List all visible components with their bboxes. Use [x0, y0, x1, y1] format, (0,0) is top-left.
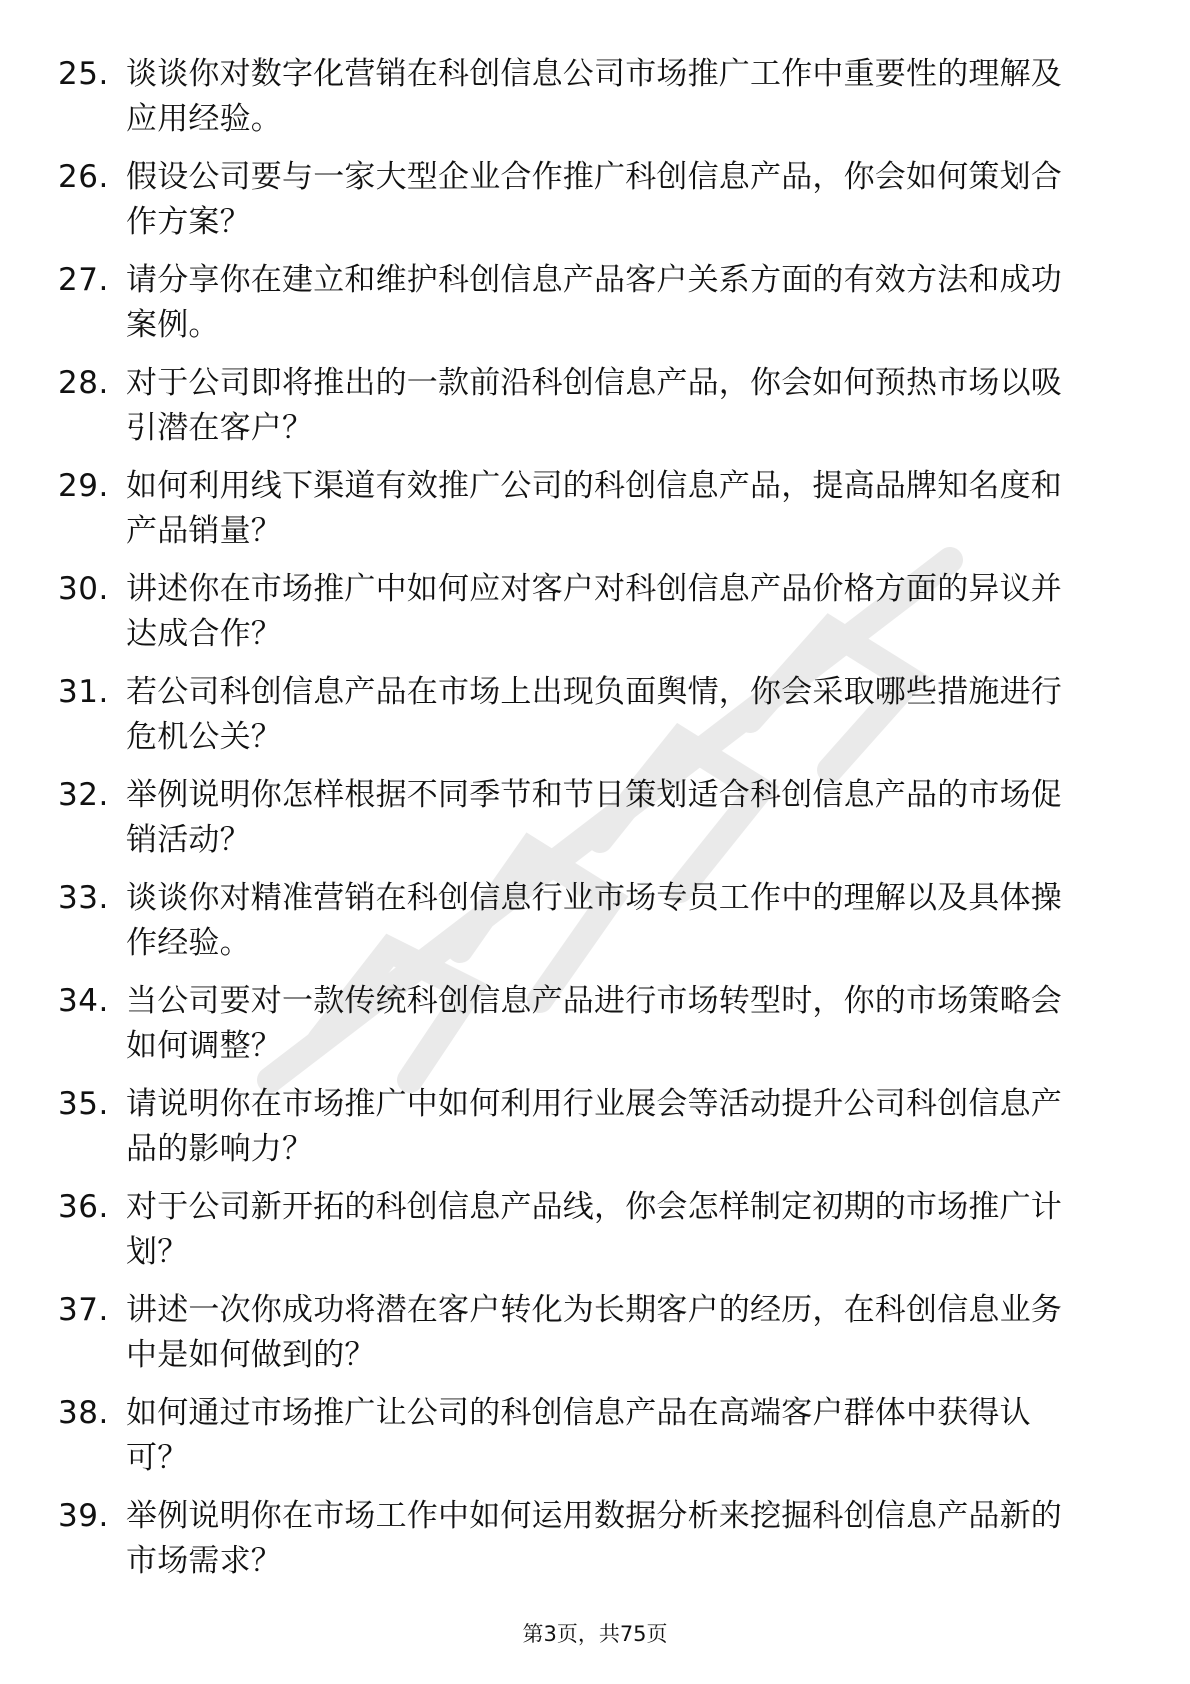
question-number: 38.: [58, 1395, 109, 1431]
page-footer: 第3页，共75页: [522, 1622, 668, 1646]
list-item: [58, 258, 1108, 361]
question-number: 36.: [58, 1189, 109, 1225]
question-number: 25.: [58, 56, 109, 92]
list-item: [58, 464, 1108, 567]
question-number: 37.: [58, 1292, 109, 1328]
question-text: 对于公司即将推出的一款前沿科创信息产品，你会如何预热市场以吸引潜在客户？: [126, 365, 1062, 446]
list-item: [58, 1494, 1108, 1597]
question-number: 27.: [58, 262, 109, 298]
question-text: 请分享你在建立和维护科创信息产品客户关系方面的有效方法和成功案例。: [126, 262, 1062, 343]
list-item: [58, 876, 1108, 979]
list-item: [58, 52, 1108, 155]
list-item: [58, 670, 1108, 773]
list-item: [58, 155, 1108, 258]
question-number: 32.: [58, 777, 109, 813]
question-number: 31.: [58, 674, 109, 710]
list-item: [58, 1185, 1108, 1288]
question-text: 请说明你在市场推广中如何利用行业展会等活动提升公司科创信息产品的影响力？: [126, 1086, 1062, 1167]
question-text: 讲述你在市场推广中如何应对客户对科创信息产品价格方面的异议并达成合作？: [126, 571, 1062, 652]
question-number: 28.: [58, 365, 109, 401]
question-text: 如何利用线下渠道有效推广公司的科创信息产品，提高品牌知名度和产品销量？: [126, 468, 1062, 549]
question-text: 假设公司要与一家大型企业合作推广科创信息产品，你会如何策划合作方案？: [126, 159, 1062, 240]
question-text: 谈谈你对精准营销在科创信息行业市场专员工作中的理解以及具体操作经验。: [126, 880, 1062, 961]
question-text: 若公司科创信息产品在市场上出现负面舆情，你会采取哪些措施进行危机公关？: [126, 674, 1062, 755]
question-list: [58, 52, 1108, 1597]
list-item: [58, 979, 1108, 1082]
question-number: 29.: [58, 468, 109, 504]
question-text: 当公司要对一款传统科创信息产品进行市场转型时，你的市场策略会如何调整？: [126, 983, 1062, 1064]
list-item: [58, 773, 1108, 876]
question-number: 39.: [58, 1498, 109, 1534]
question-text: 举例说明你怎样根据不同季节和节日策划适合科创信息产品的市场促销活动？: [126, 777, 1062, 858]
question-text: 谈谈你对数字化营销在科创信息公司市场推广工作中重要性的理解及应用经验。: [126, 56, 1062, 137]
list-item: [58, 1082, 1108, 1185]
list-item: [58, 567, 1108, 670]
question-text: 讲述一次你成功将潜在客户转化为长期客户的经历，在科创信息业务中是如何做到的？: [126, 1292, 1062, 1373]
list-item: [58, 1288, 1108, 1391]
list-item: [58, 361, 1108, 464]
question-number: 35.: [58, 1086, 109, 1122]
question-number: 33.: [58, 880, 109, 916]
question-number: 30.: [58, 571, 109, 607]
list-item: [58, 1391, 1108, 1494]
question-number: 34.: [58, 983, 109, 1019]
question-text: 举例说明你在市场工作中如何运用数据分析来挖掘科创信息产品新的市场需求？: [126, 1498, 1062, 1579]
question-text: 如何通过市场推广让公司的科创信息产品在高端客户群体中获得认可？: [126, 1395, 1031, 1476]
question-number: 26.: [58, 159, 109, 195]
question-text: 对于公司新开拓的科创信息产品线，你会怎样制定初期的市场推广计划？: [126, 1189, 1062, 1270]
